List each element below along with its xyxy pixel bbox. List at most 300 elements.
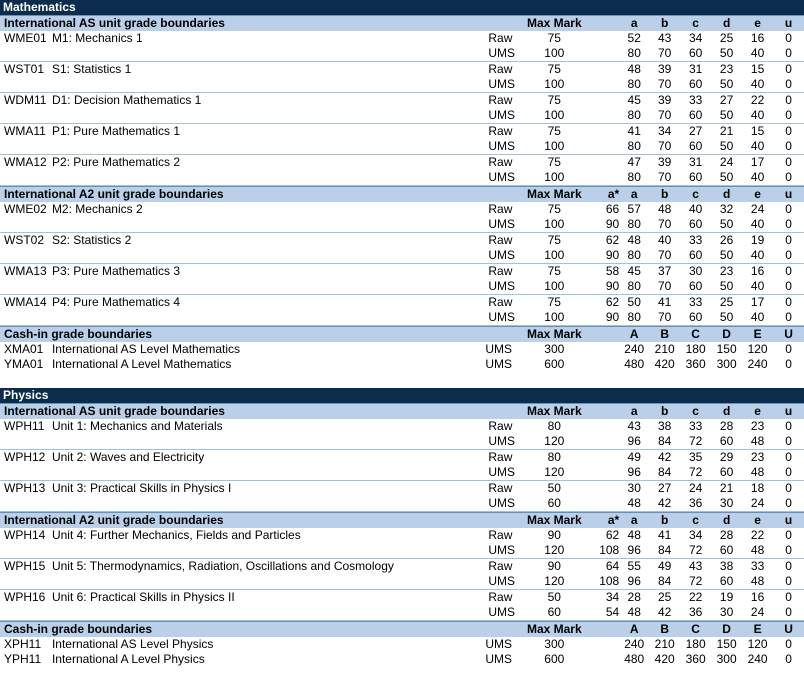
blank-cell [0, 139, 52, 154]
blank-cell [0, 46, 52, 61]
grade-cell: 48 [627, 233, 641, 247]
grade-header: e [754, 16, 761, 30]
unit-name: Unit 2: Waves and Electricity [51, 450, 205, 464]
grade-cell: 0 [785, 652, 792, 666]
unit-group [0, 264, 804, 295]
grade-cell: 60 [688, 279, 703, 293]
grade-cell: 0 [785, 31, 792, 45]
max-mark: 100 [544, 170, 565, 184]
ums-row [0, 139, 804, 154]
max-mark-header: Max Mark [526, 513, 582, 527]
mark-type: UMS [488, 465, 516, 479]
grade-cell: 60 [688, 170, 703, 184]
grade-cell: 36 [688, 496, 703, 510]
unit-name: P4: Pure Mathematics 4 [51, 295, 180, 309]
grade-header: B [660, 327, 669, 341]
cashin-row [0, 652, 804, 667]
grade-cell: 80 [627, 248, 641, 262]
max-mark: 100 [544, 310, 565, 324]
grade-cell: 21 [719, 481, 734, 495]
grade-header: d [722, 404, 731, 418]
grade-cell: 60 [688, 248, 703, 262]
grade-cell: 48 [750, 434, 765, 448]
unit-group [0, 419, 804, 450]
grade-header: E [753, 327, 762, 341]
unit-name: S1: Statistics 1 [51, 62, 132, 76]
grade-cell: 0 [785, 93, 792, 107]
mark-type: UMS [485, 342, 513, 356]
blank-cell [0, 496, 52, 511]
grade-cell: 80 [627, 279, 641, 293]
grade-cell: 0 [785, 450, 792, 464]
max-mark: 90 [547, 559, 561, 573]
grade-cell: 96 [627, 574, 641, 588]
ums-row [0, 77, 804, 92]
grade-cell: 41 [657, 528, 672, 542]
grade-cell: 60 [688, 77, 703, 91]
grade-header: b [661, 404, 669, 418]
grade-cell: 19 [719, 590, 734, 604]
grade-cell: 23 [750, 419, 765, 433]
max-mark: 75 [547, 233, 561, 247]
raw-row [0, 202, 804, 217]
grade-cell: 19 [750, 233, 765, 247]
max-mark: 75 [547, 124, 561, 138]
unit-name: Unit 6: Practical Skills in Physics II [51, 590, 235, 604]
grade-header: a [630, 187, 638, 201]
grade-header: a [630, 16, 638, 30]
grade-cell: 180 [685, 637, 706, 651]
unit-group [0, 124, 804, 155]
mark-type: Raw [488, 93, 513, 107]
grade-header: d [722, 187, 731, 201]
grade-cell: 43 [657, 31, 672, 45]
max-mark: 600 [544, 357, 565, 371]
grade-cell: 480 [624, 652, 645, 666]
grade-cell: 18 [750, 481, 765, 495]
blank-cell [52, 310, 488, 325]
grade-cell: 70 [657, 170, 672, 184]
raw-row [0, 295, 804, 310]
grade-cell: 0 [785, 139, 792, 153]
grade-cell: 40 [750, 310, 765, 324]
block-heading: Cash-in grade boundaries [4, 327, 153, 341]
blank-cell [0, 605, 52, 620]
max-mark: 50 [547, 590, 561, 604]
grade-header [583, 404, 619, 419]
blank-cell [0, 574, 52, 589]
max-mark: 100 [544, 279, 565, 293]
max-mark: 75 [547, 155, 561, 169]
grade-cell: 60 [688, 310, 703, 324]
grade-cell: 80 [627, 46, 641, 60]
grade-cell: 0 [785, 574, 792, 588]
raw-row [0, 481, 804, 496]
unit-name: P2: Pure Mathematics 2 [51, 155, 180, 169]
grade-cell: 24 [750, 202, 765, 216]
grade-cell: 62 [605, 233, 620, 247]
grade-cell: 41 [627, 124, 641, 138]
raw-row [0, 93, 804, 108]
unit-name: M2: Mechanics 2 [51, 202, 143, 216]
unit-group [0, 31, 804, 62]
grade-header: u [784, 16, 793, 30]
grade-cell: 58 [605, 264, 620, 278]
grade-cell: 48 [627, 605, 641, 619]
grade-cell: 57 [627, 202, 641, 216]
grade-header: b [661, 187, 669, 201]
grade-header: u [784, 404, 793, 418]
grade-cell: 60 [719, 465, 734, 479]
grade-cell: 70 [657, 77, 672, 91]
grade-cell: 300 [716, 357, 737, 371]
grade-cell: 60 [719, 543, 734, 557]
max-mark: 90 [547, 528, 561, 542]
grade-cell: 0 [785, 46, 792, 60]
mark-type: UMS [488, 108, 516, 122]
cashin-row [0, 342, 804, 357]
grade-header: e [754, 513, 761, 527]
unit-name: S2: Statistics 2 [51, 233, 132, 247]
unit-name: P1: Pure Mathematics 1 [51, 124, 180, 138]
grade-cell: 180 [685, 342, 706, 356]
grade-cell: 48 [627, 62, 641, 76]
max-mark: 120 [544, 434, 565, 448]
grade-cell: 24 [750, 605, 765, 619]
grade-cell: 84 [657, 574, 672, 588]
grade-cell: 52 [627, 31, 641, 45]
blank-cell [52, 574, 488, 589]
block-heading-row [0, 186, 804, 202]
mark-type: Raw [488, 590, 513, 604]
grade-cell: 30 [688, 264, 703, 278]
grade-cell: 240 [624, 342, 645, 356]
mark-type: Raw [488, 419, 513, 433]
grade-cell: 80 [627, 310, 641, 324]
grade-cell: 27 [688, 124, 703, 138]
ums-row [0, 170, 804, 185]
mark-type: UMS [488, 46, 516, 60]
grade-cell: 45 [627, 264, 641, 278]
grade-cell: 240 [624, 637, 645, 651]
grade-cell: 42 [657, 450, 672, 464]
grade-cell: 50 [719, 170, 734, 184]
grade-header [583, 327, 619, 342]
grade-cell: 16 [750, 590, 765, 604]
grade-header [583, 16, 619, 31]
grade-cell: 72 [688, 465, 703, 479]
grade-cell: 48 [750, 465, 765, 479]
grade-cell: 35 [688, 450, 703, 464]
unit-code: WST01 [4, 62, 45, 76]
grade-cell: 0 [785, 434, 792, 448]
grade-cell: 70 [657, 217, 672, 231]
raw-row [0, 419, 804, 434]
grade-cell: 49 [627, 450, 641, 464]
unit-code: WPH12 [4, 450, 46, 464]
blank-cell [52, 217, 488, 232]
grade-cell: 60 [719, 574, 734, 588]
mark-type: Raw [488, 124, 513, 138]
grade-cell: 0 [785, 637, 792, 651]
blank-cell [0, 434, 52, 449]
unit-group [0, 202, 804, 233]
blank-cell [52, 248, 488, 263]
grade-header: b [661, 16, 669, 30]
grade-cell [583, 342, 619, 357]
raw-row [0, 155, 804, 170]
ums-row [0, 543, 804, 558]
unit-group [0, 481, 804, 512]
grade-cell: 0 [785, 124, 792, 138]
blank-cell [0, 248, 52, 263]
grade-header: U [784, 622, 793, 636]
unit-group [0, 559, 804, 590]
mark-type: Raw [488, 481, 513, 495]
blank-cell [52, 605, 488, 620]
grade-header: E [753, 622, 762, 636]
grade-cell: 0 [785, 62, 792, 76]
raw-row [0, 590, 804, 605]
grade-cell [583, 31, 619, 46]
mark-type: Raw [488, 528, 513, 542]
grade-cell: 60 [688, 46, 703, 60]
grade-cell: 27 [719, 93, 734, 107]
grade-cell: 0 [785, 528, 792, 542]
max-mark: 80 [547, 419, 561, 433]
grade-cell: 33 [688, 93, 703, 107]
qualification-name: International A Level Mathematics [51, 357, 232, 371]
grade-cell: 0 [785, 310, 792, 324]
grade-cell: 30 [627, 481, 641, 495]
grade-cell [583, 62, 619, 77]
grade-cell: 420 [654, 652, 675, 666]
grade-cell: 60 [688, 139, 703, 153]
qualification-code: XPH11 [4, 637, 42, 651]
unit-group [0, 93, 804, 124]
ums-row [0, 496, 804, 511]
blank-cell [0, 217, 52, 232]
cashin-row [0, 637, 804, 652]
grade-cell: 240 [747, 357, 768, 371]
unit-name: Unit 5: Thermodynamics, Radiation, Oscillations and Cosmology [51, 559, 394, 573]
ums-row [0, 46, 804, 61]
qualification-name: International A Level Physics [51, 652, 205, 666]
grade-cell [583, 496, 619, 511]
ums-row [0, 279, 804, 294]
max-mark: 75 [547, 264, 561, 278]
grade-cell: 31 [688, 62, 703, 76]
grade-cell: 108 [599, 574, 620, 588]
unit-name: M1: Mechanics 1 [51, 31, 143, 45]
grade-cell: 48 [627, 528, 641, 542]
grade-cell: 41 [657, 295, 672, 309]
mark-type: UMS [488, 77, 516, 91]
grade-header: a* [607, 513, 620, 527]
grade-cell: 39 [657, 93, 672, 107]
grade-cell: 31 [688, 155, 703, 169]
grade-cell: 43 [688, 559, 703, 573]
grade-cell [583, 93, 619, 108]
max-mark: 100 [544, 217, 565, 231]
grade-cell: 62 [605, 528, 620, 542]
ums-row [0, 465, 804, 480]
grade-cell: 50 [627, 295, 641, 309]
blank-cell [0, 465, 52, 480]
blank-cell [52, 46, 488, 61]
mark-type: UMS [488, 279, 516, 293]
grade-cell: 70 [657, 279, 672, 293]
grade-cell: 50 [719, 217, 734, 231]
grade-cell: 66 [605, 202, 620, 216]
raw-row [0, 264, 804, 279]
raw-row [0, 559, 804, 574]
grade-cell: 17 [750, 155, 765, 169]
unit-name: Unit 3: Practical Skills in Physics I [51, 481, 232, 495]
grade-cell: 360 [685, 652, 706, 666]
max-mark: 60 [547, 605, 561, 619]
block-heading-row [0, 621, 804, 637]
grade-header: U [784, 327, 793, 341]
grade-cell: 26 [719, 233, 734, 247]
grade-cell: 60 [688, 217, 703, 231]
unit-code: WPH16 [4, 590, 46, 604]
unit-name: Unit 1: Mechanics and Materials [51, 419, 223, 433]
grade-cell: 32 [719, 202, 734, 216]
unit-name: Unit 4: Further Mechanics, Fields and Particles [51, 528, 301, 542]
ums-row [0, 434, 804, 449]
grade-cell: 33 [688, 233, 703, 247]
grade-cell: 40 [750, 46, 765, 60]
raw-row [0, 450, 804, 465]
grade-cell: 0 [785, 419, 792, 433]
grade-cell [583, 139, 619, 154]
ums-row [0, 248, 804, 263]
mark-type: Raw [488, 31, 513, 45]
grade-header: e [754, 404, 761, 418]
grade-cell: 96 [627, 543, 641, 557]
grade-cell: 24 [719, 155, 734, 169]
blank-cell [52, 434, 488, 449]
unit-code: WMA14 [4, 295, 47, 309]
block-heading-row [0, 512, 804, 528]
block-heading: International A2 unit grade boundaries [4, 187, 224, 201]
grade-cell: 96 [627, 465, 641, 479]
grade-cell: 40 [750, 248, 765, 262]
max-mark-header: Max Mark [526, 187, 582, 201]
grade-cell: 150 [716, 637, 737, 651]
grade-cell: 0 [785, 77, 792, 91]
max-mark-header: Max Mark [526, 16, 582, 30]
blank-cell [52, 77, 488, 92]
grade-cell: 70 [657, 310, 672, 324]
grade-cell: 84 [657, 543, 672, 557]
unit-code: WME01 [4, 31, 47, 45]
max-mark: 60 [547, 496, 561, 510]
grade-cell: 84 [657, 465, 672, 479]
grade-cell: 38 [657, 419, 672, 433]
grade-cell: 16 [750, 31, 765, 45]
grade-cell: 48 [657, 202, 672, 216]
grade-cell [583, 637, 619, 652]
grade-cell: 420 [654, 357, 675, 371]
unit-code: WDM11 [4, 93, 47, 107]
grade-cell: 25 [719, 31, 734, 45]
grade-cell: 80 [627, 108, 641, 122]
grade-cell: 70 [657, 46, 672, 60]
unit-group [0, 528, 804, 559]
mark-type: Raw [488, 202, 513, 216]
max-mark: 100 [544, 108, 565, 122]
grade-cell: 90 [605, 279, 620, 293]
grade-cell [583, 419, 619, 434]
section-title: Physics [0, 388, 804, 403]
grade-cell: 16 [750, 264, 765, 278]
unit-code: WME02 [4, 202, 47, 216]
grade-cell: 22 [688, 590, 703, 604]
mark-type: UMS [488, 170, 516, 184]
grade-cell: 50 [719, 46, 734, 60]
grade-cell: 80 [627, 139, 641, 153]
grade-cell: 40 [750, 279, 765, 293]
mark-type: UMS [485, 637, 513, 651]
unit-code: WST02 [4, 233, 45, 247]
blank-cell [0, 170, 52, 185]
unit-group [0, 590, 804, 621]
unit-name: P3: Pure Mathematics 3 [51, 264, 180, 278]
grade-cell: 28 [627, 590, 641, 604]
raw-row [0, 31, 804, 46]
section-gap [0, 372, 804, 388]
grade-cell: 120 [747, 342, 768, 356]
grade-header: d [722, 16, 731, 30]
grade-cell [583, 155, 619, 170]
mark-type: UMS [488, 605, 516, 619]
grade-cell: 360 [685, 357, 706, 371]
grade-cell: 60 [688, 108, 703, 122]
grade-cell: 90 [605, 310, 620, 324]
grade-cell: 50 [719, 310, 734, 324]
grade-cell: 33 [688, 419, 703, 433]
grade-cell: 50 [719, 279, 734, 293]
ums-row [0, 217, 804, 232]
blank-cell [0, 310, 52, 325]
grade-cell: 39 [657, 155, 672, 169]
grade-header: D [722, 622, 731, 636]
grade-cell: 24 [688, 481, 703, 495]
grade-cell: 38 [719, 559, 734, 573]
unit-code: WMA12 [4, 155, 47, 169]
max-mark: 600 [544, 652, 565, 666]
grade-cell: 22 [750, 528, 765, 542]
grade-cell: 30 [719, 496, 734, 510]
grade-header: C [691, 622, 700, 636]
unit-group [0, 450, 804, 481]
raw-row [0, 62, 804, 77]
unit-group [0, 155, 804, 186]
grade-cell [583, 170, 619, 185]
grade-cell: 42 [657, 496, 672, 510]
grade-header: e [754, 187, 761, 201]
max-mark: 75 [547, 31, 561, 45]
unit-group [0, 62, 804, 93]
ums-row [0, 108, 804, 123]
unit-group [0, 233, 804, 264]
grade-cell: 80 [627, 170, 641, 184]
grade-cell: 90 [605, 248, 620, 262]
max-mark: 120 [544, 465, 565, 479]
grade-cell: 22 [750, 93, 765, 107]
